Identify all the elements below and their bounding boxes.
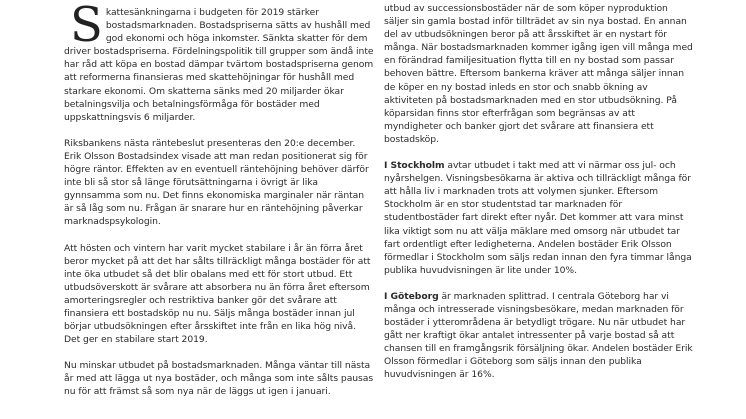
goteborg-paragraph [384, 290, 694, 382]
goteborg-heading: I Göteborg [384, 290, 439, 302]
article-left-column [64, 0, 374, 412]
autumn-paragraph: Att hösten och vintern har varit mycket stabilare i år än förra året beror mycket på att det har sålts tillräckligt många bostäder för att inte öka utbudet så det blir obalans med ett för stort utbud. Ett utbudsöverskott är svårare att absorbera nu än förra året eftersom amorteringsregler och restriktiva banker gör det svårare att finansiera ett bostadsköp nu nu. Säljs många bostäder innan jul börjar utbudsökningen efter årsskiftet inte från en lika hög nivå. Det ger en stabilare start 2019. [64, 242, 371, 346]
intro-paragraph [64, 0, 374, 124]
article-right-column [384, 2, 694, 395]
drop-cap: S [70, 0, 103, 53]
stockholm-paragraph [384, 159, 694, 277]
supply-continued-paragraph: utbud av successionsbostäder när de som köper nyproduktion säljer sin gamla bostad inför tillträdet av sin nya bostad. En annan del av utbudsökningen beror på att årsskiftet är en nystart för många. När bostadsmarknaden kommer igång igen vill många med en förändrad familjesituation flytta till en ny bostad som passar behoven bättre. Eftersom bankerna kräver att många säljer innan de köper en ny bostad inleds en stor och snabb ökning av aktiviteten på bostadsmarknaden med en stor utbudsökning. På köparsidan finns stor efterfrågan som begränsas av att myndigheter och banker gjort det svårare att finansiera ett bostadsköp. [384, 3, 693, 145]
riksbank-paragraph: Riksbankens nästa räntebeslut presenteras den 20:e december. Erik Olsson Bostadsindex visade att man redan positionerat sig för högre räntor. Effekten av en eventuell räntehöjning behöver därför inte bli så stor så länge förutsättningarna i övrigt är lika gynnsamma som nu. Det finns ekonomiska marginaler när räntan är så låg som nu. Frågan är snarare hur en räntehöjning påverkar marknadspsykologin. [64, 137, 369, 228]
supply-paragraph: Nu minskar utbudet på bostadsmarknaden. Många väntar till nästa år med att lägga ut nya bostäder, och många som inte sålts pausas nu för att främst så som nya när de läggs ut igen i januari. [64, 360, 374, 398]
stockholm-heading: I Stockholm [384, 160, 445, 172]
stockholm-text: avtar utbudet i takt med att vi närmar oss jul- och nyårshelgen. Visningsbesökarna är aktiva och tillräckligt många för att hålla liv i marknaden trots att volymen sjunker. Eftersom Stockholm är en stor studentstad tar marknaden för studentbostäder fart direkt efter nyår. Det kommer att vara minst lika viktigt som nu att välja mäklare med omsorg när utbudet tar fart ordentligt efter ledigheterna. Andelen bostäder Erik Olsson förmedlar i Stockholm som säljs redan innan den fyra timmar långa publika huvudvisningen är lite under 10%. [384, 160, 692, 276]
intro-text: kattesänkningarna i budgeten för 2019 stärker bostadsmarknaden. Bostadspriserna sätts av hushåll med god ekonomi och höga inkomster. Sänkta skatter för dem driver bostadspriserna. Fördelningspolitik till grupper som ändå inte har råd att köpa en bostad dämpar tvärtom bostadspriserna genom att reformerna finansieras med skattehöjningar för hushåll med starkare ekonomi. Om skatterna sänks med 20 miljarder ökar betalningsvilja och betalningsförmåga för bostäder med uppskattningsvis 6 miljarder. [64, 7, 374, 123]
goteborg-text: är marknaden splittrad. I centrala Göteborg har vi många och intresserade visningsbesökare, medan marknaden för bostäder i ytterområdena är betydligt trögare. Nu när utbudet har gått ner kraftigt ökar antalet intressenter på varje bostad så att chansen till en framgångsrik försäljning ökar. Andelen bostäder Erik Olsson förmedlar i Göteborg som säljs innan den publika huvudvisningen är 16%. [384, 290, 693, 381]
